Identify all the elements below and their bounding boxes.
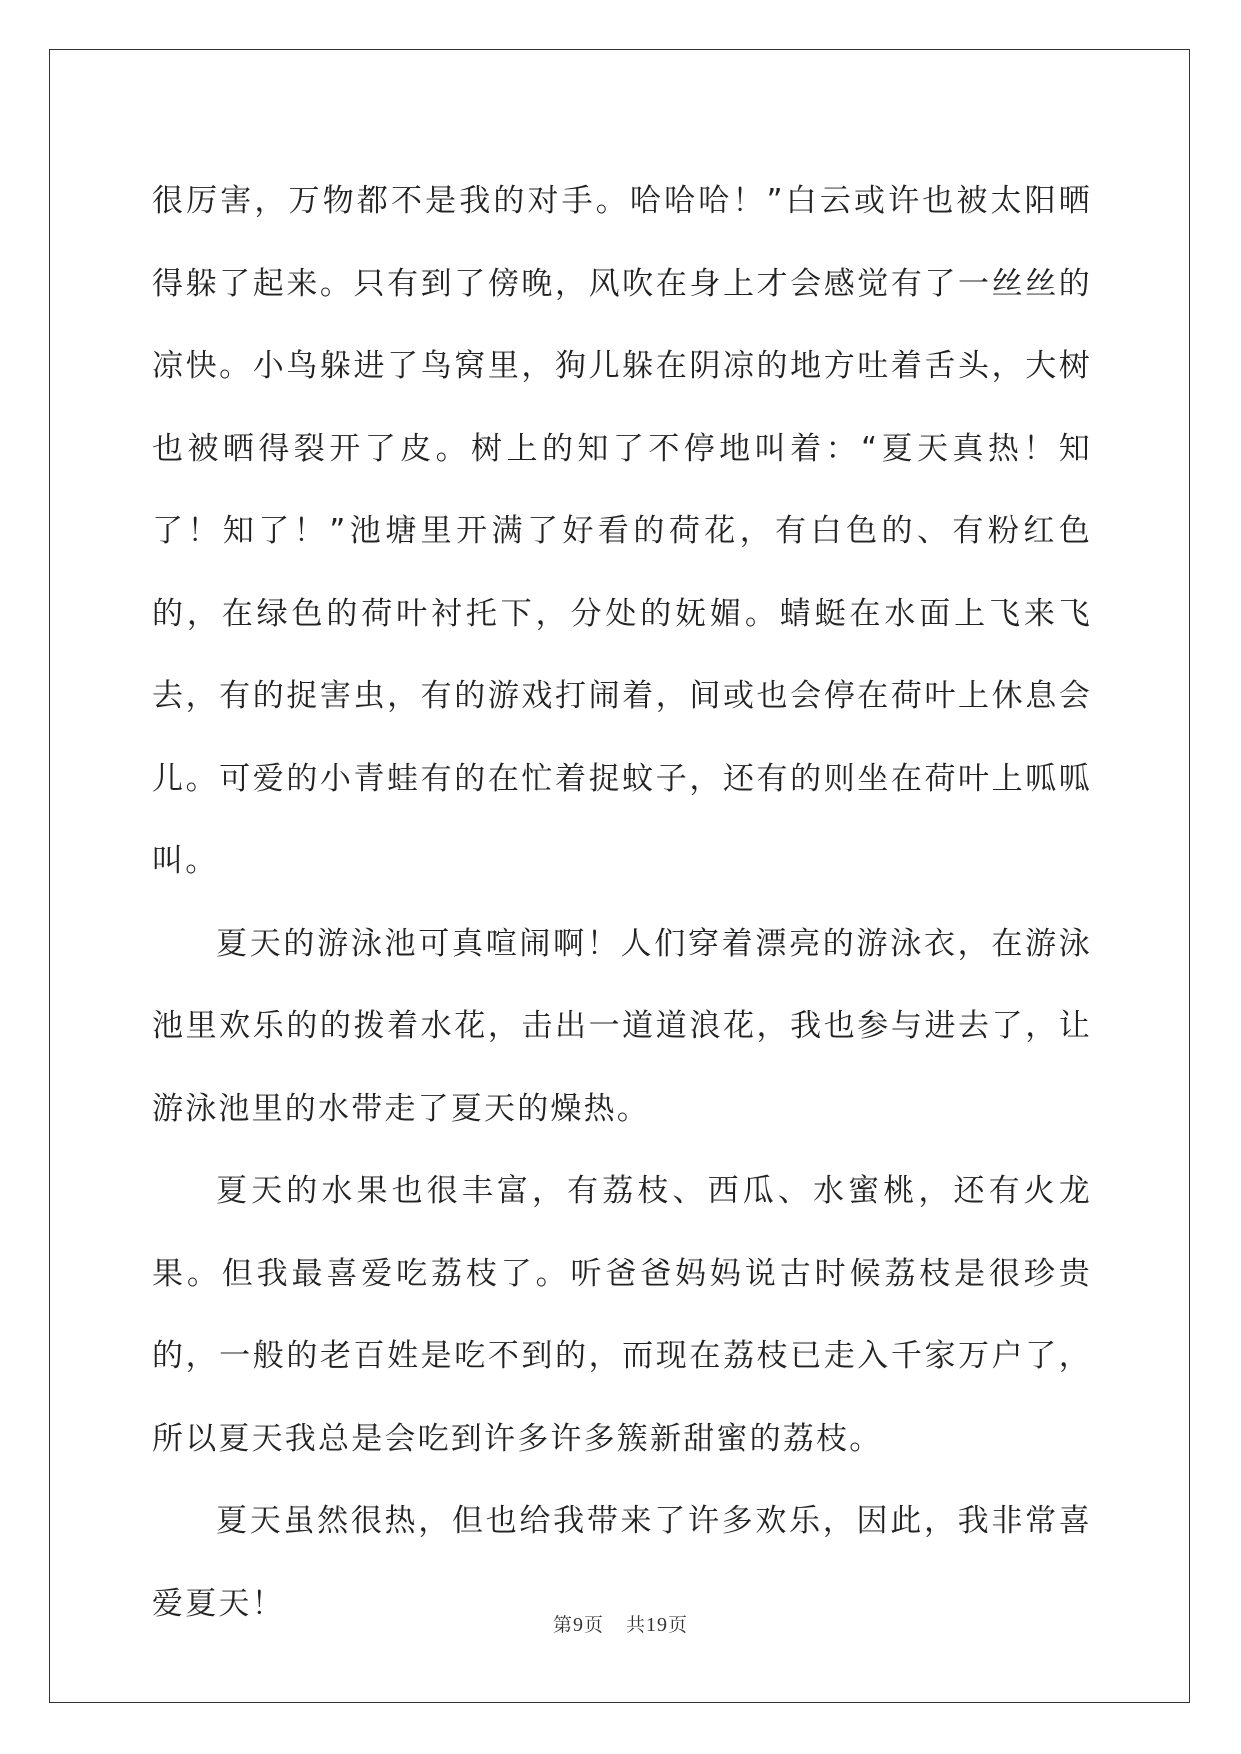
- document-body: [152, 160, 1092, 1645]
- page-suffix: 页: [583, 1614, 604, 1636]
- total-suffix: 页: [668, 1614, 689, 1636]
- paragraph-3: 夏天的水果也很丰富，有荔枝、西瓜、水蜜桃，还有火龙果。但我最喜爱吃荔枝了。听爸爸妈妈说古时候荔枝是很珍贵的，一般的老百姓是吃不到的，而现在荔枝已走入千家万户了，所以夏天我总是会吃到许多许多簇新甜蜜的荔枝。: [152, 1173, 1092, 1457]
- page-prefix: 第: [552, 1614, 573, 1636]
- total-pages: 19: [646, 1614, 669, 1636]
- total-prefix: 共: [626, 1614, 647, 1636]
- paragraph-1: 很厉害，万物都不是我的对手。哈哈哈！”白云或许也被太阳晒得躲了起来。只有到了傍晚，风吹在身上才会感觉有了一丝丝的凉快。小鸟躲进了鸟窝里，狗儿躲在阴凉的地方吐着舌头，大树也被晒得裂开了皮。树上的知了不停地叫着：“夏天真热！知了！知了！”池塘里开满了好看的荷花，有白色的、有粉红色的，在绿色的荷叶衬托下，分处的妩媚。蜻蜓在水面上飞来飞去，有的捉害虫，有的游戏打闹着，间或也会停在荷叶上休息会儿。可爱的小青蛙有的在忙着捉蚊子，还有的则坐在荷叶上呱呱叫。: [152, 183, 1092, 879]
- page-number: 9: [572, 1614, 584, 1636]
- page-footer: [0, 1610, 1241, 1637]
- paragraph-4: 夏天虽然很热，但也给我带来了许多欢乐，因此，我非常喜爱夏天！: [152, 1503, 1092, 1622]
- paragraph-2: 夏天的游泳池可真喧闹啊！人们穿着漂亮的游泳衣，在游泳池里欢乐的的拨着水花，击出一道道浪花，我也参与进去了，让游泳池里的水带走了夏天的燥热。: [152, 925, 1092, 1127]
